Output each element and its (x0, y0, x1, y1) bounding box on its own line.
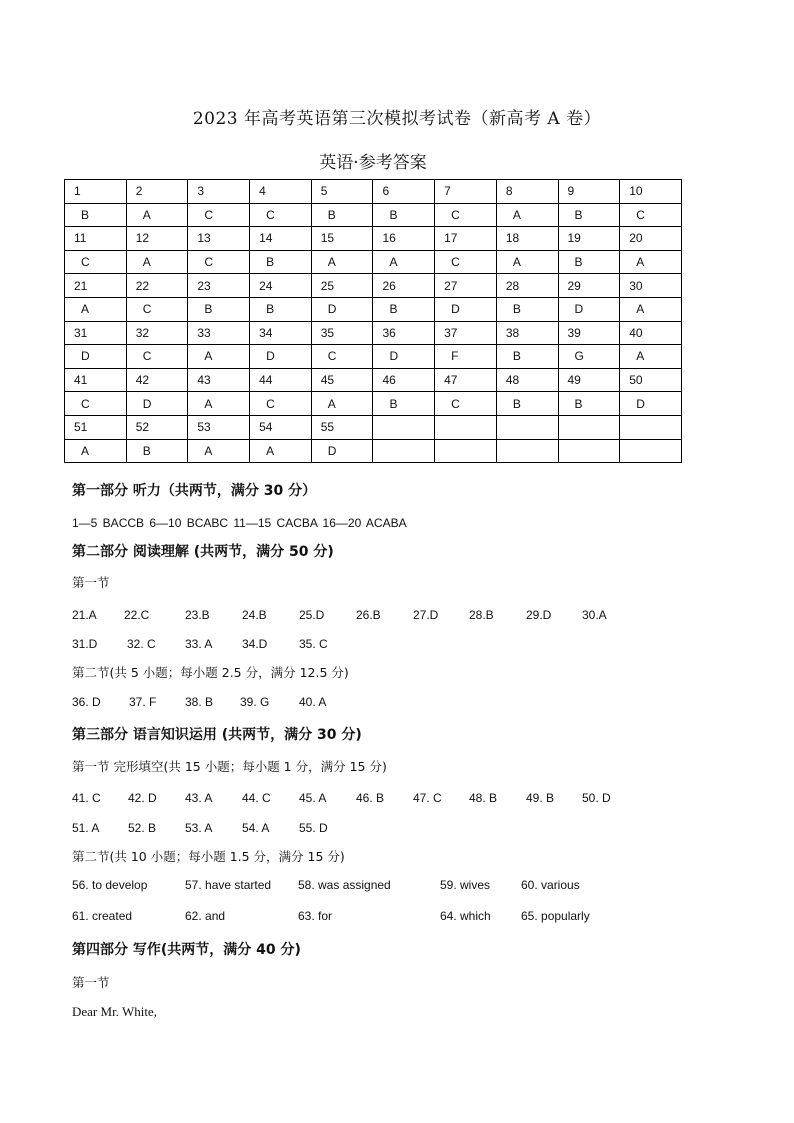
question-number-cell: 44 (250, 368, 312, 392)
part1-answers: 1—5 BACCB 6—10 BCABC 11—15 CACBA 16—20 ACABA (72, 516, 407, 530)
question-number-cell: 52 (126, 415, 188, 439)
answer-item: 45. A (299, 791, 327, 805)
question-number-cell: 42 (126, 368, 188, 392)
question-number-row (65, 180, 682, 204)
answer-item: 29.D (526, 608, 552, 622)
answer-item: 58. was assigned (298, 878, 391, 892)
answer-item: 22.C (124, 608, 150, 622)
answer-item: 33. A (185, 637, 213, 651)
question-number-cell: 13 (188, 227, 250, 251)
answer-cell: B (126, 439, 188, 463)
question-number-cell: 8 (496, 180, 558, 204)
question-number-cell: 24 (250, 274, 312, 298)
answer-item: 65. popularly (521, 909, 590, 923)
answer-cell: D (435, 297, 497, 321)
answer-cell: B (373, 392, 435, 416)
answer-item: 55. D (299, 821, 328, 835)
answer-item: 25.D (299, 608, 325, 622)
question-number-cell: 32 (126, 321, 188, 345)
answer-cell: C (250, 203, 312, 227)
question-number-cell: 45 (311, 368, 373, 392)
question-number-cell: 22 (126, 274, 188, 298)
question-number-cell: 17 (435, 227, 497, 251)
answer-item: 49. B (526, 791, 555, 805)
answer-cell: A (126, 250, 188, 274)
answer-item: 52. B (128, 821, 157, 835)
question-number-row (65, 227, 682, 251)
answer-cell: D (620, 392, 682, 416)
part3-heading: 第三部分 语言知识运用 (共两节，满分 30 分) (72, 727, 362, 743)
answer-item: 56. to develop (72, 878, 148, 892)
answer-cell: D (558, 297, 620, 321)
answer-cell: A (311, 250, 373, 274)
answer-cell: B (373, 297, 435, 321)
question-number-cell: 7 (435, 180, 497, 204)
answer-cell: A (311, 392, 373, 416)
answer-item: 24.B (242, 608, 267, 622)
answer-item: 63. for (298, 909, 333, 923)
answer-cell: D (311, 439, 373, 463)
answer-table (64, 179, 682, 463)
question-number-cell: 31 (65, 321, 127, 345)
page-subtitle: 英语·参考答案 (319, 153, 427, 173)
answer-item: 54. A (242, 821, 270, 835)
answer-cell: C (188, 250, 250, 274)
part2-section1-label: 第一节 (72, 575, 110, 590)
answer-item: 60. various (521, 878, 580, 892)
answer-cell: B (311, 203, 373, 227)
question-number-cell: 37 (435, 321, 497, 345)
part2-heading: 第二部分 阅读理解 (共两节，满分 50 分) (72, 544, 334, 560)
answer-cell: B (558, 392, 620, 416)
question-number-cell: 33 (188, 321, 250, 345)
question-number-cell: 27 (435, 274, 497, 298)
part1-heading: 第一部分 听力（共两节，满分 30 分） (72, 483, 317, 499)
question-number-cell: 18 (496, 227, 558, 251)
answer-item: 59. wives (440, 878, 491, 892)
question-number-cell: 4 (250, 180, 312, 204)
question-number-cell: 25 (311, 274, 373, 298)
answer-item: 27.D (413, 608, 439, 622)
part3-section2-label: 第二节(共 10 小题；每小题 1.5 分，满分 15 分) (72, 849, 345, 864)
answer-cell: B (496, 297, 558, 321)
answer-item: 62. and (185, 909, 226, 923)
question-number-row (65, 274, 682, 298)
answer-cell: G (558, 345, 620, 369)
question-number-cell: 38 (496, 321, 558, 345)
answer-item: 42. D (128, 791, 157, 805)
question-number-cell (435, 415, 497, 439)
answer-item: 53. A (185, 821, 213, 835)
question-number-cell: 19 (558, 227, 620, 251)
question-number-cell: 9 (558, 180, 620, 204)
answer-cell: D (65, 345, 127, 369)
answer-item: 35. C (299, 637, 328, 651)
answer-cell: D (373, 345, 435, 369)
answer-cell: A (188, 439, 250, 463)
question-number-cell: 30 (620, 274, 682, 298)
page-title: 2023 年高考英语第三次模拟考试卷（新高考 A 卷） (192, 109, 602, 129)
answer-item: 44. C (242, 791, 271, 805)
part4-section1-label: 第一节 (72, 975, 110, 990)
answer-cell: B (373, 203, 435, 227)
question-number-cell: 40 (620, 321, 682, 345)
answer-cell: A (65, 297, 127, 321)
answer-cell: B (558, 250, 620, 274)
answer-cell: B (496, 392, 558, 416)
question-number-row (65, 415, 682, 439)
question-number-cell: 23 (188, 274, 250, 298)
answer-item: 50. D (582, 791, 611, 805)
answer-cell: C (65, 250, 127, 274)
answer-cell: A (250, 439, 312, 463)
question-number-cell: 6 (373, 180, 435, 204)
answer-cell: C (435, 392, 497, 416)
answer-item: 47. C (413, 791, 442, 805)
question-number-row (65, 321, 682, 345)
answer-cell: A (126, 203, 188, 227)
question-number-cell: 28 (496, 274, 558, 298)
answer-cell (620, 439, 682, 463)
question-number-cell: 49 (558, 368, 620, 392)
answer-cell: C (126, 345, 188, 369)
answer-cell: C (65, 392, 127, 416)
answer-cell (558, 439, 620, 463)
answer-row (65, 297, 682, 321)
answer-cell: D (250, 345, 312, 369)
answer-item: 61. created (72, 909, 133, 923)
answer-cell: A (496, 203, 558, 227)
answer-cell (496, 439, 558, 463)
question-number-cell: 41 (65, 368, 127, 392)
answer-item: 41. C (72, 791, 101, 805)
answer-item: 57. have started (185, 878, 272, 892)
answer-cell: A (188, 345, 250, 369)
answer-item: 48. B (469, 791, 498, 805)
question-number-cell: 11 (65, 227, 127, 251)
question-number-cell: 43 (188, 368, 250, 392)
question-number-cell: 26 (373, 274, 435, 298)
answer-cell: D (311, 297, 373, 321)
answer-cell (373, 439, 435, 463)
question-number-cell: 2 (126, 180, 188, 204)
question-number-cell: 20 (620, 227, 682, 251)
answer-row (65, 439, 682, 463)
question-number-cell: 5 (311, 180, 373, 204)
answer-cell: C (126, 297, 188, 321)
answer-cell: B (65, 203, 127, 227)
question-number-cell: 55 (311, 415, 373, 439)
answer-cell: B (496, 345, 558, 369)
question-number-cell: 50 (620, 368, 682, 392)
answer-row (65, 345, 682, 369)
answer-row (65, 203, 682, 227)
answer-item: 40. A (299, 695, 327, 709)
answer-item: 36. D (72, 695, 101, 709)
question-number-cell: 12 (126, 227, 188, 251)
answer-cell: C (250, 392, 312, 416)
answer-item: 38. B (185, 695, 214, 709)
answer-item: 64. which (440, 909, 491, 923)
answer-cell: B (250, 297, 312, 321)
question-number-cell: 15 (311, 227, 373, 251)
answer-item: 23.B (185, 608, 210, 622)
answer-cell (435, 439, 497, 463)
question-number-cell: 16 (373, 227, 435, 251)
answer-cell: F (435, 345, 497, 369)
question-number-cell: 3 (188, 180, 250, 204)
answer-cell: A (620, 345, 682, 369)
answer-item: 21.A (72, 608, 97, 622)
answer-row (65, 392, 682, 416)
answer-item: 46. B (356, 791, 385, 805)
letter-greeting: Dear Mr. White, (72, 1004, 157, 1019)
question-number-cell: 46 (373, 368, 435, 392)
question-number-cell (373, 415, 435, 439)
question-number-cell: 14 (250, 227, 312, 251)
answer-item: 32. C (127, 637, 156, 651)
answer-cell: A (65, 439, 127, 463)
question-number-cell (620, 415, 682, 439)
answer-cell: A (188, 392, 250, 416)
answer-cell: D (126, 392, 188, 416)
answer-cell: C (311, 345, 373, 369)
part4-heading: 第四部分 写作(共两节，满分 40 分) (72, 942, 301, 958)
question-number-cell: 53 (188, 415, 250, 439)
answer-cell: B (250, 250, 312, 274)
question-number-cell: 51 (65, 415, 127, 439)
question-number-cell: 10 (620, 180, 682, 204)
question-number-cell (496, 415, 558, 439)
answer-row (65, 250, 682, 274)
answer-item: 26.B (356, 608, 381, 622)
question-number-row (65, 368, 682, 392)
answer-cell: B (188, 297, 250, 321)
question-number-cell: 35 (311, 321, 373, 345)
question-number-cell: 1 (65, 180, 127, 204)
question-number-cell: 47 (435, 368, 497, 392)
part3-section1-label: 第一节 完形填空(共 15 小题；每小题 1 分，满分 15 分) (72, 759, 387, 774)
answer-item: 28.B (469, 608, 494, 622)
answer-item: 31.D (72, 637, 98, 651)
question-number-cell: 21 (65, 274, 127, 298)
answer-cell: B (558, 203, 620, 227)
answer-item: 34.D (242, 637, 268, 651)
part2-section2-label: 第二节(共 5 小题；每小题 2.5 分，满分 12.5 分) (72, 665, 349, 680)
answer-item: 51. A (72, 821, 100, 835)
answer-item: 43. A (185, 791, 213, 805)
answer-item: 30.A (582, 608, 607, 622)
answer-cell: C (188, 203, 250, 227)
answer-cell: A (373, 250, 435, 274)
answer-cell: C (435, 203, 497, 227)
answer-item: 37. F (129, 695, 157, 709)
question-number-cell: 48 (496, 368, 558, 392)
answer-cell: A (496, 250, 558, 274)
answer-cell: C (435, 250, 497, 274)
question-number-cell: 29 (558, 274, 620, 298)
answer-cell: A (620, 297, 682, 321)
question-number-cell: 34 (250, 321, 312, 345)
answer-cell: C (620, 203, 682, 227)
question-number-cell: 36 (373, 321, 435, 345)
answer-cell: A (620, 250, 682, 274)
question-number-cell (558, 415, 620, 439)
answer-item: 39. G (240, 695, 270, 709)
question-number-cell: 39 (558, 321, 620, 345)
question-number-cell: 54 (250, 415, 312, 439)
